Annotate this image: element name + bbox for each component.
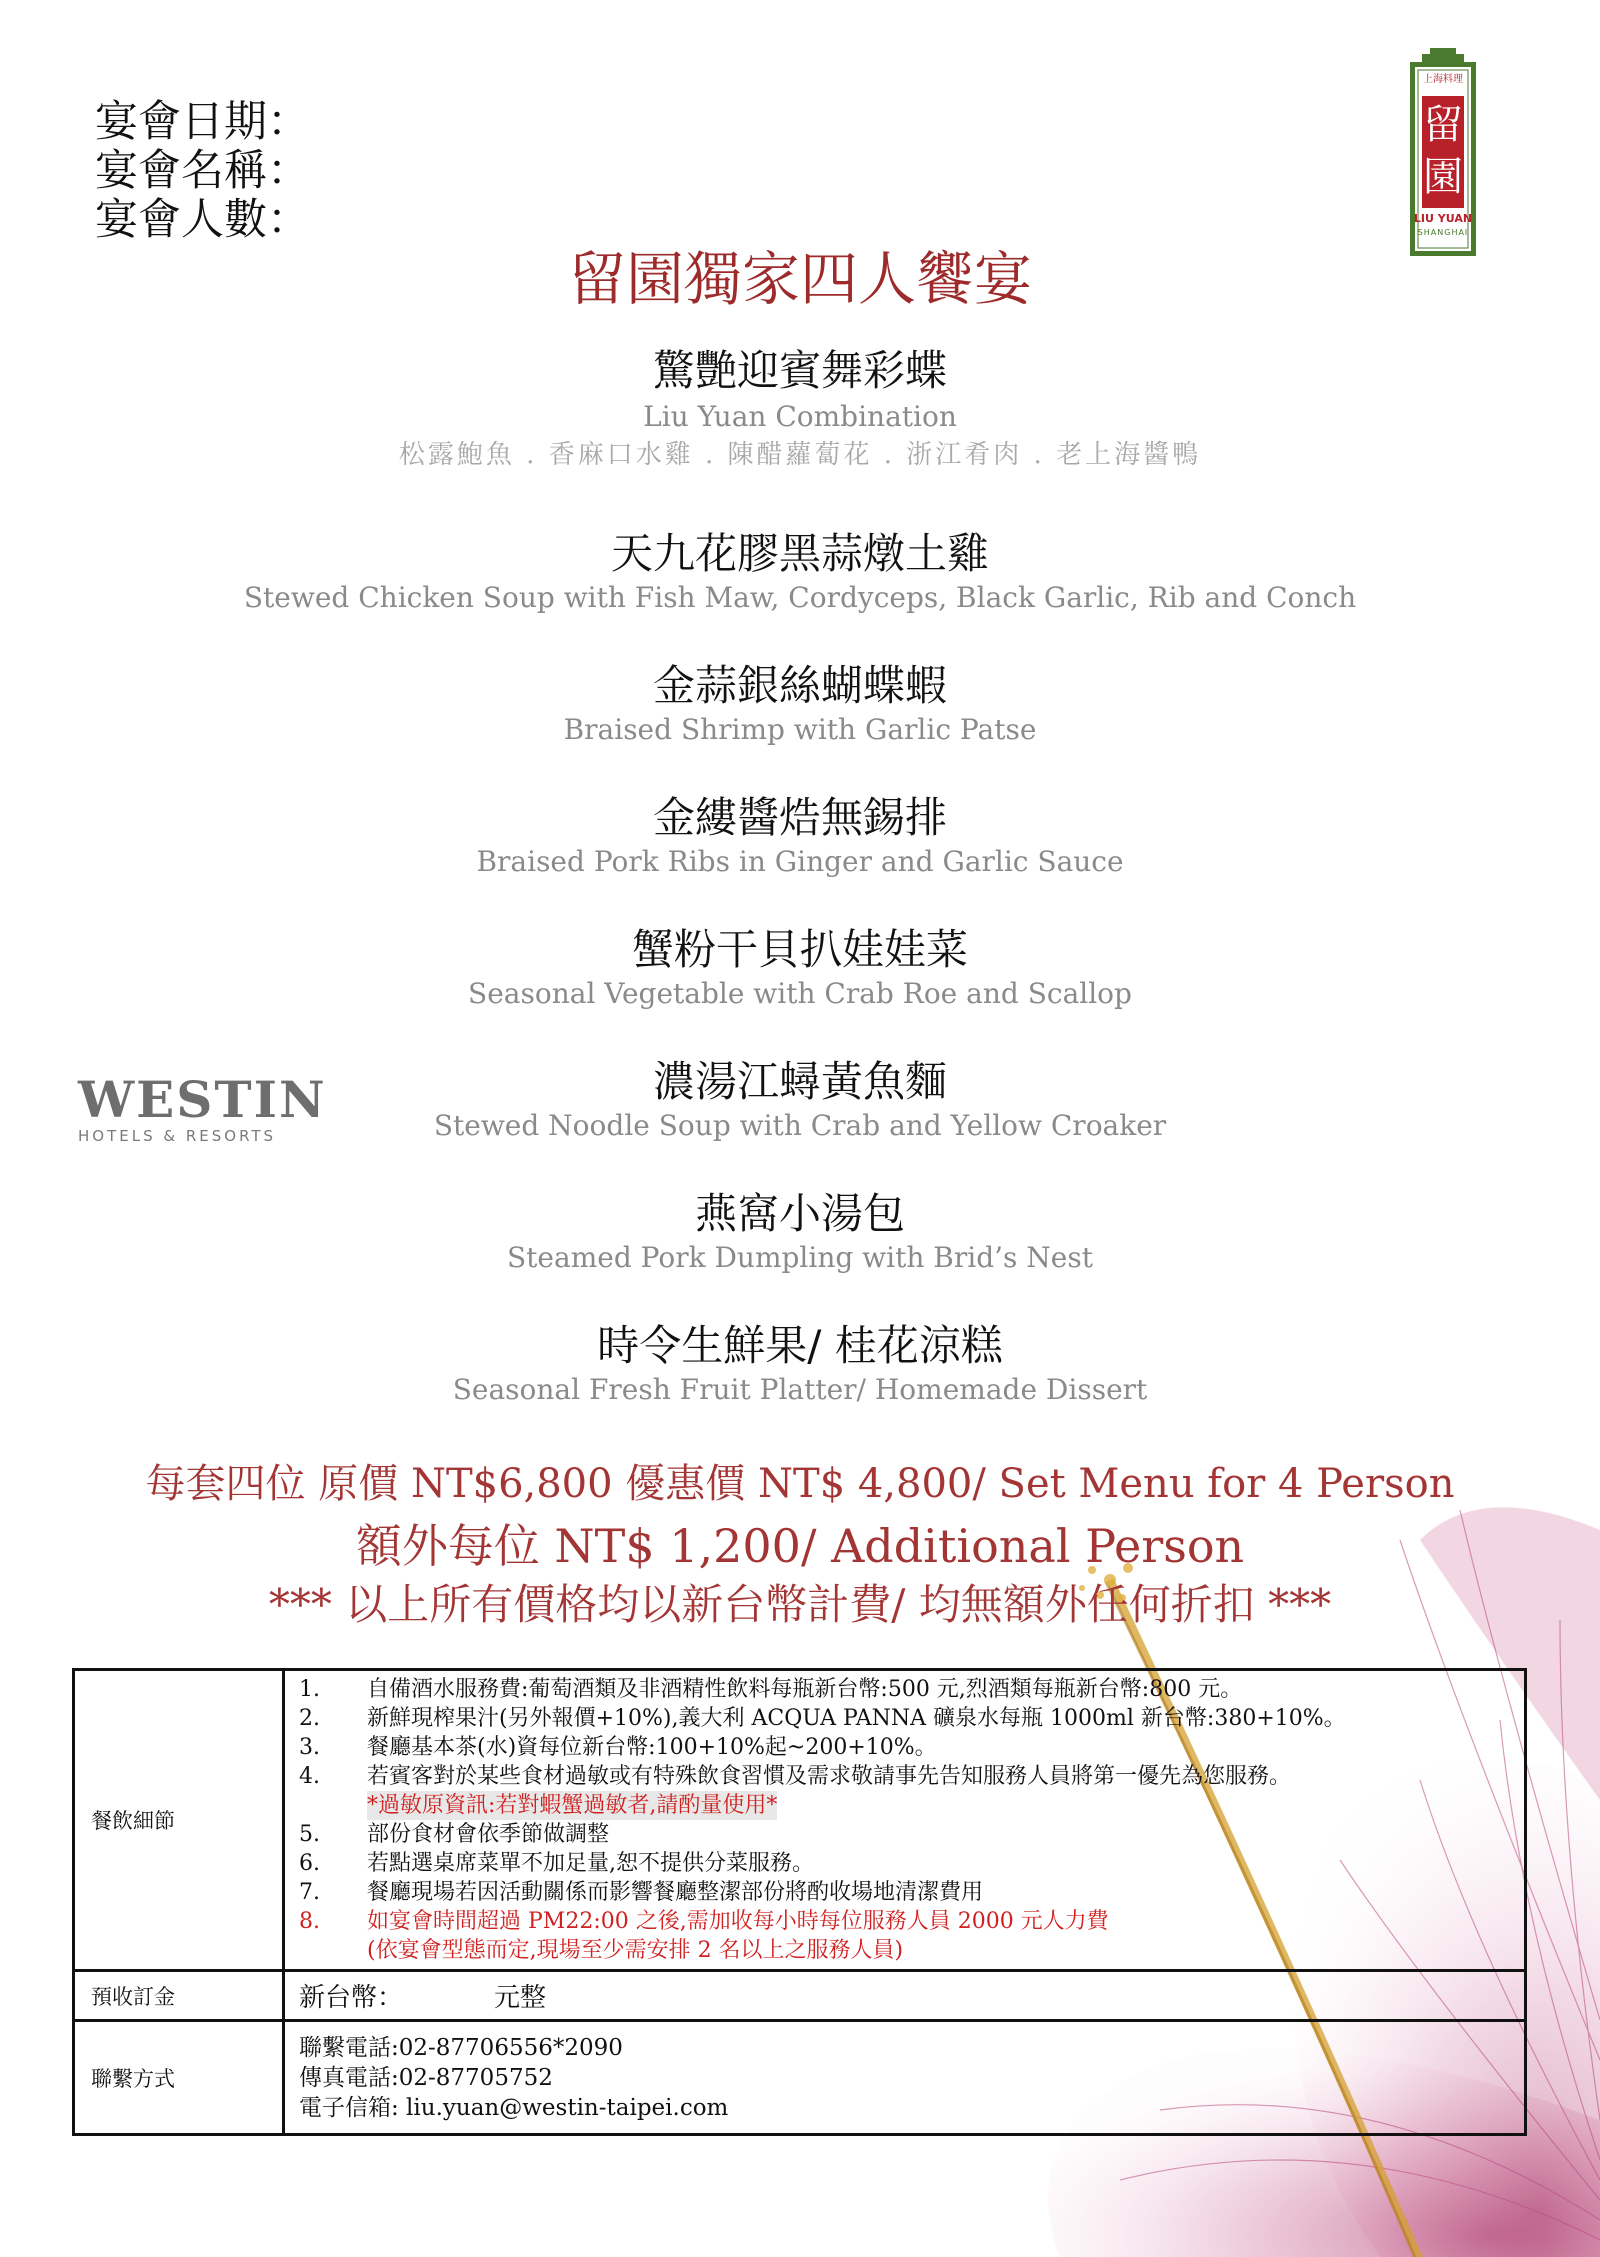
banquet-date-label: 宴會日期： xyxy=(95,97,310,147)
logo-top-text: 上海料理 xyxy=(1423,74,1463,85)
term-item: 1. 自備酒水服務費:葡萄酒類及非酒精性飲料每瓶新台幣:500 元,烈酒類每瓶新台幣:800 元。 xyxy=(299,1677,1243,1702)
westin-tagline: HOTELS & RESORTS xyxy=(78,1127,277,1145)
course-item xyxy=(0,1320,1600,1408)
course-item xyxy=(0,792,1600,880)
dining-details-row xyxy=(74,1670,1526,1971)
contact-phone: 聯繫電話:02-87706556*2090 xyxy=(299,2034,623,2061)
course-item xyxy=(0,345,1600,475)
term-item: 5. 部份食材會依季節做調整 xyxy=(299,1822,610,1847)
logo-city: SHANGHAI xyxy=(1417,228,1469,237)
westin-name: WESTIN xyxy=(78,1070,327,1129)
dining-details-list xyxy=(284,1670,1526,1971)
course-zh: 蟹粉干貝扒娃娃菜 xyxy=(631,925,968,974)
deposit-value: 新台幣： 元整 xyxy=(284,1971,1526,2021)
liu-yuan-logo xyxy=(1408,48,1478,256)
banquet-info xyxy=(95,98,310,245)
banquet-name-label: 宴會名稱： xyxy=(95,146,310,196)
course-en: Liu Yuan Combination xyxy=(643,400,957,433)
term-item-overtime-note: (依宴會型態而定,現場至少需安排 2 名以上之服務人員) xyxy=(367,1938,904,1963)
price-line-3: *** 以上所有價格均以新台幣計費/ 均無額外任何折扣 *** xyxy=(268,1580,1332,1629)
course-zh: 天九花膠黑蒜燉土雞 xyxy=(610,529,989,578)
contact-label: 聯繫方式 xyxy=(74,2021,284,2135)
course-en: Steamed Pork Dumpling with Brid’s Nest xyxy=(507,1241,1093,1274)
deposit-label: 預收訂金 xyxy=(74,1971,284,2021)
course-en: Braised Pork Ribs in Ginger and Garlic Sauce xyxy=(476,845,1124,878)
course-item xyxy=(0,660,1600,748)
course-item xyxy=(0,528,1600,616)
menu-title: 留園獨家四人饗宴 xyxy=(567,245,1032,313)
term-item: 3. 餐廳基本茶(水)資每位新台幣:100+10%起~200+10%。 xyxy=(299,1735,937,1760)
contact-row xyxy=(74,2021,1526,2135)
contact-email[interactable]: 電子信箱: liu.yuan@westin-taipei.com xyxy=(299,2094,729,2121)
course-en: Braised Shrimp with Garlic Patse xyxy=(563,713,1037,746)
course-en: Stewed Chicken Soup with Fish Maw, Cordyceps, Black Garlic, Rib and Conch xyxy=(243,581,1357,614)
term-item: 4. 若賓客對於某些食材過敏或有特殊飲食習慣及需求敬請事先告知服務人員將第一優先為您服務。 xyxy=(299,1764,1292,1789)
price-line-2: 額外每位 NT$ 1,200/ Additional Person xyxy=(355,1519,1245,1573)
course-zh: 驚艷迎賓舞彩蝶 xyxy=(652,346,947,395)
course-zh: 時令生鮮果/ 桂花涼糕 xyxy=(597,1321,1003,1370)
banquet-count-label: 宴會人數： xyxy=(95,195,310,245)
logo-char-2: 園 xyxy=(1423,154,1463,200)
course-zh: 金縷醬焅無錫排 xyxy=(652,793,947,842)
price-line-1: 每套四位 原價 NT$6,800 優惠價 NT$ 4,800/ Set Menu for 4 Person xyxy=(145,1461,1455,1507)
course-item xyxy=(0,924,1600,1012)
course-en: Stewed Noodle Soup with Crab and Yellow Croaker xyxy=(433,1109,1167,1142)
term-item: 6. 若點選桌席菜單不加足量,恕不提供分菜服務。 xyxy=(299,1851,814,1876)
westin-logo xyxy=(78,1070,327,1145)
course-en: Seasonal Fresh Fruit Platter/ Homemade Dissert xyxy=(452,1373,1148,1406)
term-item-overtime: 8. 如宴會時間超過 PM22:00 之後,需加收每小時每位服務人員 2000 元人力費 xyxy=(299,1909,1109,1934)
course-sub: 松露鮑魚 . 香麻口水雞 . 陳醋蘿蔔花 . 浙江肴肉 . 老上海醬鴨 xyxy=(398,440,1202,470)
course-zh: 濃湯江蟳黃魚麵 xyxy=(652,1057,947,1106)
contact-info xyxy=(284,2021,1526,2135)
course-zh: 燕窩小湯包 xyxy=(694,1189,905,1238)
term-item: 7. 餐廳現場若因活動關係而影響餐廳整潔部份將酌收場地清潔費用 xyxy=(299,1880,984,1905)
contact-fax: 傳真電話:02-87705752 xyxy=(299,2064,553,2091)
course-en: Seasonal Vegetable with Crab Roe and Scallop xyxy=(468,977,1132,1010)
logo-en: LIU YUAN xyxy=(1413,212,1473,225)
dining-details-label: 餐飲細節 xyxy=(74,1670,284,1971)
deposit-row xyxy=(74,1971,1526,2021)
allergy-note: *過敏原資訊:若對蝦蟹過敏者,請酌量使用* xyxy=(367,1793,778,1818)
course-item xyxy=(0,1188,1600,1276)
term-item: 2. 新鮮現榨果汁(另外報價+10%),義大利 ACQUA PANNA 礦泉水每瓶 1000ml 新台幣:380+10%。 xyxy=(299,1706,1346,1731)
logo-char-1: 留 xyxy=(1423,102,1463,148)
course-zh: 金蒜銀絲蝴蝶蝦 xyxy=(652,661,947,710)
terms-table xyxy=(72,1668,1527,2136)
